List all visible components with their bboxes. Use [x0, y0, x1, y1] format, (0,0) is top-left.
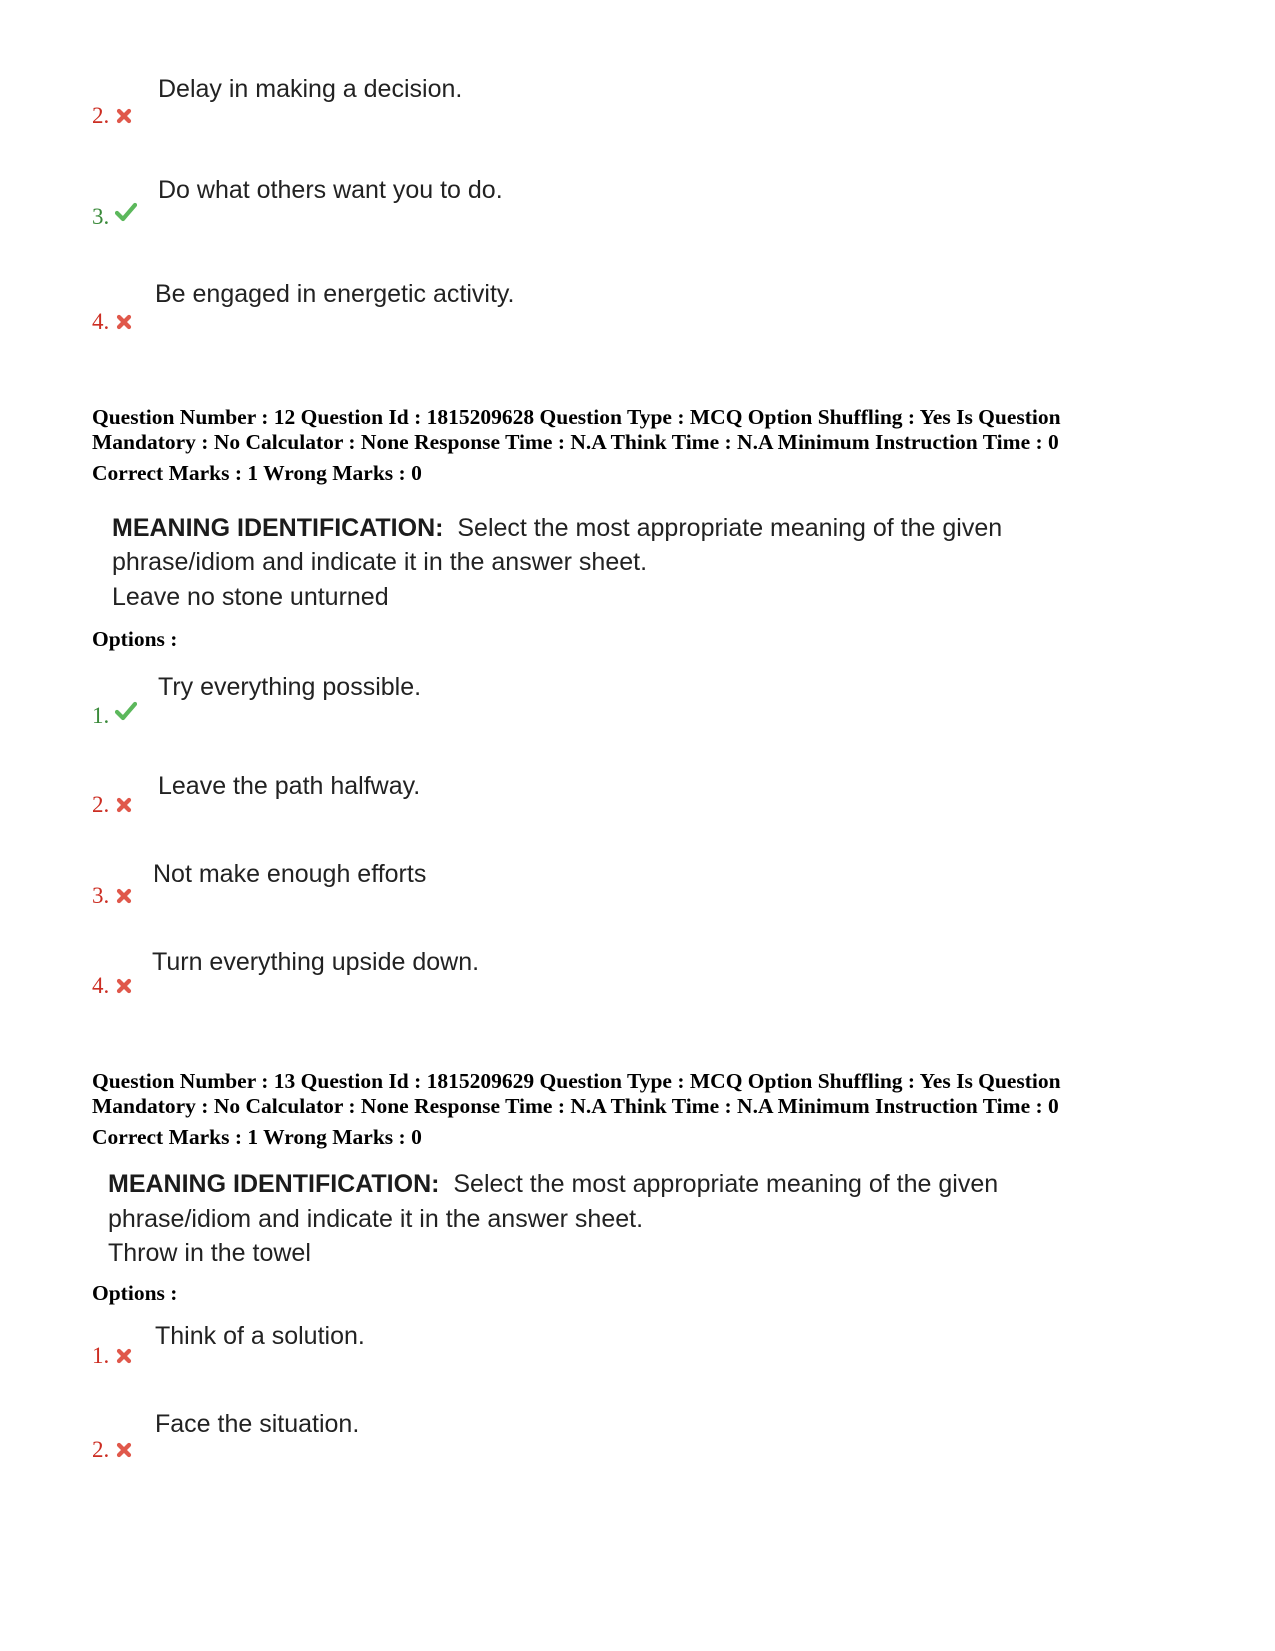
- q12-option-3-number: 3.: [92, 883, 110, 908]
- q12-stem-heading: MEANING IDENTIFICATION:: [112, 514, 444, 542]
- q12-option-1-text: Try everything possible.: [158, 673, 422, 701]
- check-icon: [115, 701, 137, 721]
- q13-option-1-number: 1.: [92, 1343, 110, 1368]
- prev-option-4-number: 4.: [92, 309, 110, 334]
- q12-stem-line2: phrase/idiom and indicate it in the answer sheet.: [112, 548, 648, 576]
- prev-option-3-marker: [92, 204, 137, 230]
- q12-stem-instruction: Select the most appropriate meaning of the given: [457, 514, 1003, 542]
- q13-meta-line2: Mandatory : No Calculator : None Response Time : N.A Think Time : N.A Minimum Instruction Time : 0: [92, 1094, 1059, 1118]
- cross-icon: [115, 107, 133, 125]
- q12-option-2-number: 2.: [92, 792, 110, 817]
- q12-option-2-marker: [92, 792, 133, 818]
- q13-option-2-text: Face the situation.: [155, 1410, 360, 1438]
- cross-icon: [115, 1347, 133, 1365]
- prev-option-2-number: 2.: [92, 103, 110, 128]
- q12-option-4-text: Turn everything upside down.: [152, 948, 480, 976]
- q12-meta-line3: Correct Marks : 1 Wrong Marks : 0: [92, 461, 422, 485]
- q13-options-label: Options :: [92, 1281, 178, 1305]
- prev-option-3-text: Do what others want you to do.: [158, 176, 503, 204]
- q12-option-3-text: Not make enough efforts: [153, 860, 427, 888]
- q13-stem-line2: phrase/idiom and indicate it in the answer sheet.: [108, 1205, 644, 1233]
- q12-stem-line1: [112, 511, 1002, 546]
- cross-icon: [115, 313, 133, 331]
- prev-option-2-text: Delay in making a decision.: [158, 75, 463, 103]
- prev-option-4-marker: [92, 309, 133, 335]
- q13-meta-line1: Question Number : 13 Question Id : 1815209629 Question Type : MCQ Option Shuffling : Yes Is Question: [92, 1069, 1061, 1093]
- q12-option-4-number: 4.: [92, 973, 110, 998]
- cross-icon: [115, 977, 133, 995]
- q12-meta-line1: Question Number : 12 Question Id : 1815209628 Question Type : MCQ Option Shuffling : Yes Is Question: [92, 405, 1061, 429]
- q12-meta-line2: Mandatory : No Calculator : None Response Time : N.A Think Time : N.A Minimum Instruction Time : 0: [92, 430, 1059, 454]
- q13-option-2-number: 2.: [92, 1437, 110, 1462]
- prev-option-2-marker: [92, 103, 133, 129]
- q12-option-3-marker: [92, 883, 133, 909]
- q13-option-1-text: Think of a solution.: [155, 1322, 365, 1350]
- prev-option-4-text: Be engaged in energetic activity.: [155, 280, 515, 308]
- q13-option-2-marker: [92, 1437, 133, 1463]
- check-icon: [115, 202, 137, 222]
- q13-stem-line1: [108, 1167, 998, 1202]
- q13-stem-phrase: Throw in the towel: [108, 1239, 311, 1267]
- cross-icon: [115, 1441, 133, 1459]
- q12-option-2-text: Leave the path halfway.: [158, 772, 421, 800]
- q12-options-label: Options :: [92, 627, 178, 651]
- cross-icon: [115, 887, 133, 905]
- q12-option-1-number: 1.: [92, 703, 110, 728]
- q13-meta-line3: Correct Marks : 1 Wrong Marks : 0: [92, 1125, 422, 1149]
- cross-icon: [115, 796, 133, 814]
- q13-stem-heading: MEANING IDENTIFICATION:: [108, 1170, 440, 1198]
- q13-option-1-marker: [92, 1343, 133, 1369]
- q13-stem-instruction: Select the most appropriate meaning of the given: [453, 1170, 999, 1198]
- q12-stem-phrase: Leave no stone unturned: [112, 583, 389, 611]
- q12-option-4-marker: [92, 973, 133, 999]
- q12-option-1-marker: [92, 703, 137, 729]
- prev-option-3-number: 3.: [92, 204, 110, 229]
